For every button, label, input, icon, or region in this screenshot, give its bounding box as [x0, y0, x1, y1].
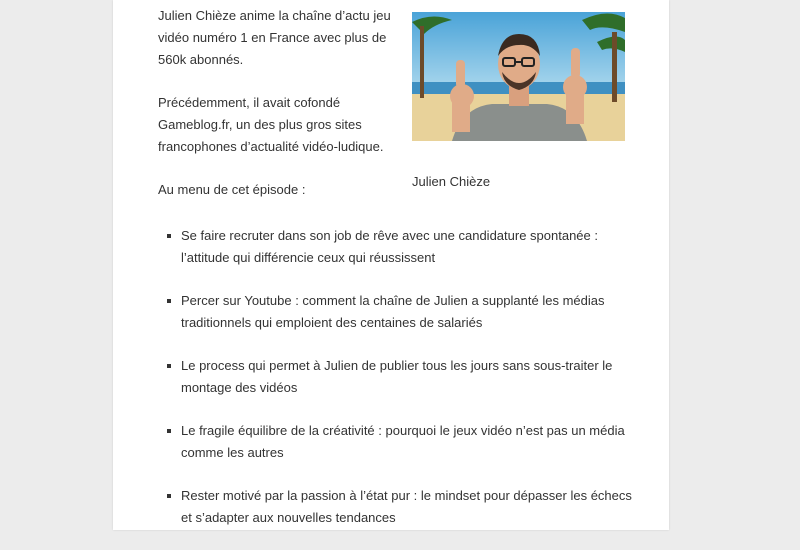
photo-caption	[412, 171, 625, 193]
intro-paragraph-2: Précédemment, il avait cofondé Gameblog.fr, un des plus gros sites francophones d’actualité vidéo-ludique.	[158, 95, 384, 154]
bullet-icon	[167, 494, 171, 498]
list-item-text: Se faire recruter dans son job de rêve avec une candidature spontanée : l’attitude qui différencie ceux qui réussissent	[181, 228, 598, 265]
list-item	[181, 420, 641, 464]
bullet-icon	[167, 364, 171, 368]
bullet-icon	[167, 234, 171, 238]
bullet-icon	[167, 429, 171, 433]
guest-photo	[412, 12, 625, 141]
menu-heading: Au menu de cet épisode :	[158, 182, 306, 197]
list-item	[181, 225, 641, 269]
guest-photo-illustration	[412, 12, 625, 141]
list-item	[181, 290, 641, 334]
list-item-text: Le fragile équilibre de la créativité : pourquoi le jeux vidéo n’est pas un média comme les autres	[181, 423, 625, 460]
intro-paragraph-1: Julien Chièze anime la chaîne d’actu jeu vidéo numéro 1 en France avec plus de 560k abonnés.	[158, 8, 391, 67]
list-item-text: Percer sur Youtube : comment la chaîne de Julien a supplanté les médias traditionnels qui emploient des centaines de salariés	[181, 293, 605, 330]
list-item-text: Rester motivé par la passion à l’état pur : le mindset pour dépasser les échecs et s’adapter aux nouvelles tendances	[181, 488, 632, 525]
list-item	[181, 485, 641, 529]
list-item-text: Le process qui permet à Julien de publier tous les jours sans sous-traiter le montage des vidéos	[181, 358, 613, 395]
article-content	[113, 0, 669, 530]
episode-topics-list	[181, 225, 641, 550]
bullet-icon	[167, 299, 171, 303]
photo-caption-text: Julien Chièze	[412, 174, 491, 189]
list-item	[181, 355, 641, 399]
